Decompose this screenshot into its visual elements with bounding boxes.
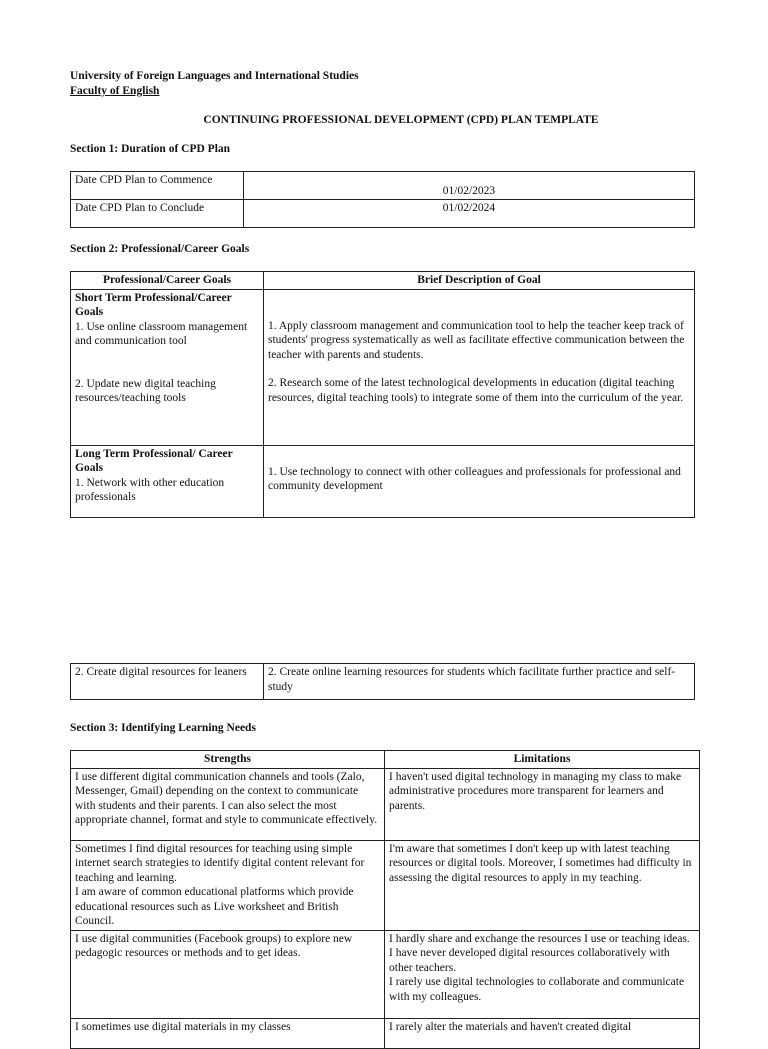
long-term-desc-cell bbox=[264, 445, 695, 517]
document-title: CONTINUING PROFESSIONAL DEVELOPMENT (CPD) PLAN TEMPLATE bbox=[203, 114, 599, 126]
goals-header-row bbox=[71, 272, 695, 290]
conclude-date: 01/02/2024 bbox=[244, 200, 695, 228]
limitations-col-header: Limitations bbox=[385, 751, 700, 769]
long-term-row-2 bbox=[71, 664, 695, 700]
short-term-row bbox=[71, 289, 695, 445]
strength-cell-3 bbox=[71, 930, 385, 1018]
limitation-1: I haven't used digital technology in managing my class to make administrative procedures more transparent for learners and parents. bbox=[389, 770, 682, 812]
conclude-row bbox=[71, 200, 695, 228]
strength-1: I use different digital communication channels and tools (Zalo, Messenger, Gmail) depending on the context to communicate with students and their parents. I can also select the most appropriate channel, format and style to communicate effectively. bbox=[75, 770, 378, 826]
limitation-cell-4 bbox=[385, 1018, 700, 1048]
strength-3: I use digital communities (Facebook groups) to explore new pedagogic resources or methods and to get ideas. bbox=[75, 932, 353, 959]
long-term-goal-2: 2. Create digital resources for leaners bbox=[71, 664, 264, 700]
short-term-desc-1: 1. Apply classroom management and communication tool to help the teacher keep track of students' progress systematically as well as facilitate effective communication between the teacher with parents and students. bbox=[268, 319, 685, 361]
goals-table-continued bbox=[70, 663, 695, 700]
strength-4: I sometimes use digital materials in my classes bbox=[75, 1020, 291, 1033]
goals-col-header: Professional/Career Goals bbox=[71, 272, 264, 290]
university-name: University of Foreign Languages and International Studies bbox=[70, 70, 359, 82]
limitation-cell-2 bbox=[385, 840, 700, 930]
limitation-2: I'm aware that sometimes I don't keep up with latest teaching resources or digital tools. Moreover, I sometimes had difficulty in assessing the digital resources to apply in my teaching. bbox=[389, 842, 692, 884]
short-term-goal-2: 2. Update new digital teaching resources/teaching tools bbox=[75, 377, 216, 404]
short-term-goal-1: 1. Use online classroom management and communication tool bbox=[75, 320, 248, 347]
strength-cell-2 bbox=[71, 840, 385, 930]
limitation-4: I rarely alter the materials and haven't created digital bbox=[389, 1020, 632, 1033]
short-term-title: Short Term Professional/Career Goals bbox=[75, 291, 232, 318]
limitation-cell-1 bbox=[385, 768, 700, 840]
long-term-row bbox=[71, 445, 695, 517]
short-term-desc-cell bbox=[264, 289, 695, 445]
commence-label: Date CPD Plan to Commence bbox=[71, 172, 244, 200]
long-term-goals-cell bbox=[71, 445, 264, 517]
limitation-3a: I hardly share and exchange the resources I use or teaching ideas. bbox=[389, 932, 690, 945]
section1-heading: Section 1: Duration of CPD Plan bbox=[70, 143, 231, 155]
long-term-desc-1: 1. Use technology to connect with other colleagues and professionals for professional and community development bbox=[268, 465, 681, 492]
commence-date: 01/02/2023 bbox=[244, 172, 695, 200]
needs-row-1 bbox=[71, 768, 700, 840]
duration-table bbox=[70, 171, 695, 228]
needs-row-4 bbox=[71, 1018, 700, 1048]
faculty-name: Faculty of English bbox=[70, 85, 160, 97]
short-term-goals-cell bbox=[71, 289, 264, 445]
strength-cell-4 bbox=[71, 1018, 385, 1048]
long-term-title: Long Term Professional/ Career Goals bbox=[75, 447, 233, 474]
long-term-goal-1: 1. Network with other education professionals bbox=[75, 476, 225, 503]
needs-row-3 bbox=[71, 930, 700, 1018]
needs-header-row bbox=[71, 751, 700, 769]
needs-row-2 bbox=[71, 840, 700, 930]
strength-2b: I am aware of common educational platforms which provide educational resources such as Live worksheet and British Council. bbox=[75, 886, 354, 927]
strength-2a: Sometimes I find digital resources for teaching using simple internet search strategies to identify digital content relevant for teaching and learning. bbox=[75, 842, 365, 884]
section3-heading: Section 3: Identifying Learning Needs bbox=[70, 722, 256, 734]
limitation-3c: I rarely use digital technologies to collaborate and communicate with my colleagues. bbox=[389, 976, 685, 1003]
description-col-header: Brief Description of Goal bbox=[264, 272, 695, 290]
section2-heading: Section 2: Professional/Career Goals bbox=[70, 243, 250, 255]
limitation-3b: I have never developed digital resources collaboratively with other teachers. bbox=[389, 947, 670, 974]
goals-table bbox=[70, 271, 695, 518]
conclude-label: Date CPD Plan to Conclude bbox=[71, 200, 244, 228]
strength-cell-1 bbox=[71, 768, 385, 840]
limitation-cell-3 bbox=[385, 930, 700, 1018]
short-term-desc-2: 2. Research some of the latest technological developments in education (digital teaching resources, digital teaching tools) to integrate some of them into the curriculum of the year. bbox=[268, 377, 684, 404]
learning-needs-table bbox=[70, 750, 700, 1049]
strengths-col-header: Strengths bbox=[71, 751, 385, 769]
commence-row bbox=[71, 172, 695, 200]
long-term-desc-2: 2. Create online learning resources for students which facilitate further practice and self-study bbox=[264, 664, 695, 700]
